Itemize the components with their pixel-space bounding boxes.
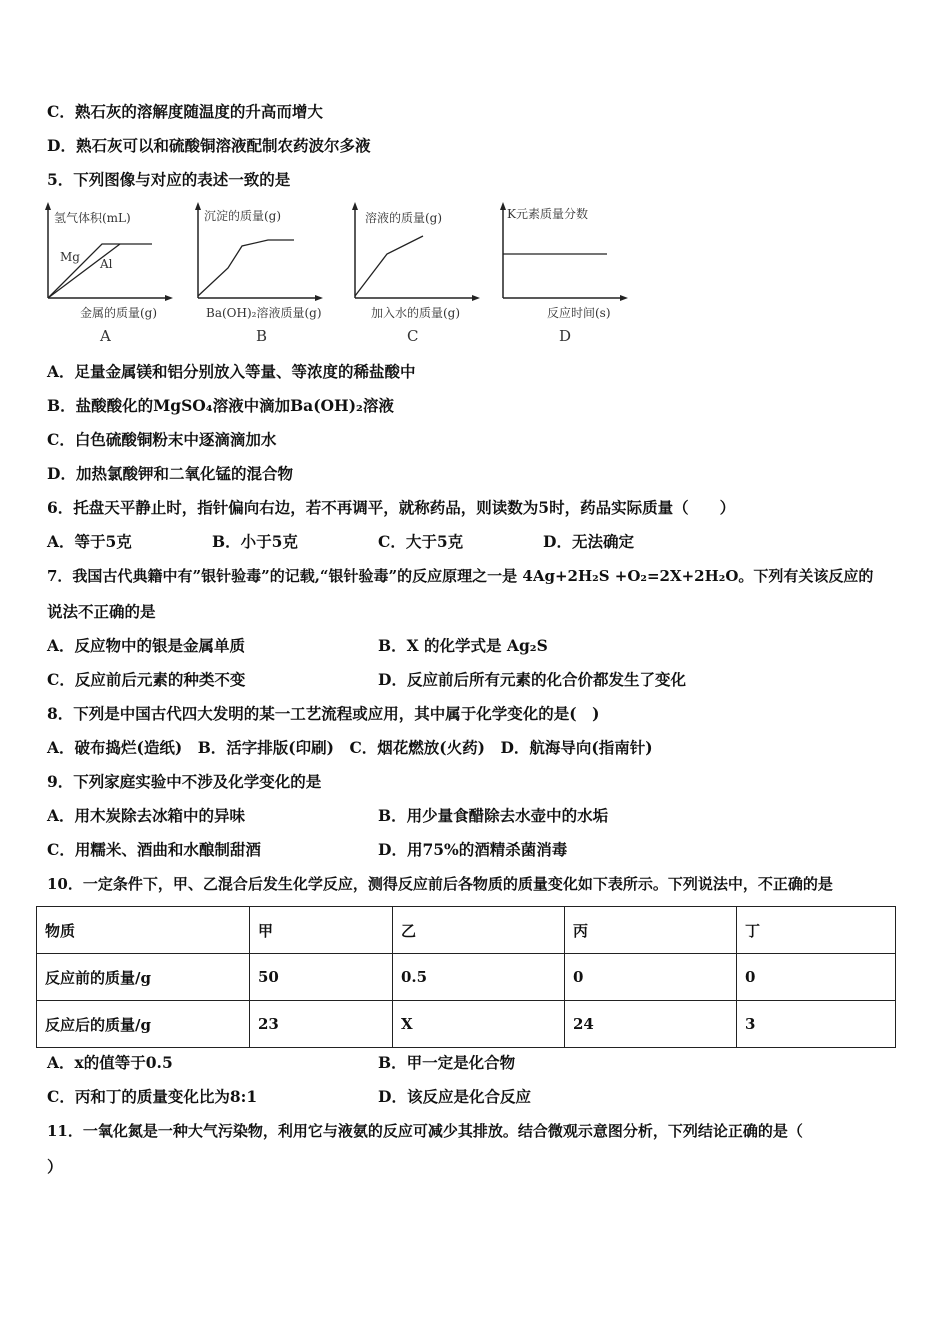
table-cell: 23 (250, 1001, 393, 1048)
q5-option-d: D．加热氯酸钾和二氧化锰的混合物 (47, 464, 293, 483)
q8-stem: 8．下列是中国古代四大发明的某一工艺流程或应用，其中属于化学变化的是( ) (47, 704, 600, 723)
graph-b-curve (198, 240, 294, 296)
graph-d (497, 200, 637, 350)
graph-c-svg (347, 200, 497, 350)
graph-d-y-arrow (500, 202, 506, 210)
q6-stem: 6．托盘天平静止时，指针偏向右边，若不再调平，就称药品，则读数为5时，药品实际质量（ ） (47, 498, 736, 517)
q5-option-b: B．盐酸酸化的MgSO₄溶液中滴加Ba(OH)₂溶液 (47, 396, 394, 415)
q6-option-a: A．等于5克 (47, 532, 132, 551)
table-cell: 3 (737, 1001, 896, 1048)
graph-a-x-arrow (165, 295, 173, 301)
graph-c-y-arrow (352, 202, 358, 210)
table-row (37, 1001, 896, 1048)
graph-a-label-mg: Mg (60, 250, 80, 264)
table-header-cell: 甲 (250, 907, 393, 954)
q5-stem: 5．下列图像与对应的表述一致的是 (47, 170, 291, 189)
q10-option-a: A．x的值等于0.5 (47, 1053, 173, 1072)
q5-option-a: A．足量金属镁和铝分别放入等量、等浓度的稀盐酸中 (47, 362, 416, 381)
graph-a (40, 200, 180, 350)
graph-a-letter: A (100, 327, 111, 345)
q10-stem: 10．一定条件下，甲、乙混合后发生化学反应，测得反应前后各物质的质量变化如下表所示。下列说法中，不正确的是 (47, 875, 833, 893)
table-cell: 0.5 (393, 954, 565, 1001)
q6-option-d: D．无法确定 (543, 532, 634, 551)
table-cell: 0 (737, 954, 896, 1001)
graph-b-xlabel: Ba(OH)₂溶液质量(g) (206, 306, 322, 320)
graph-a-xlabel: 金属的质量(g) (80, 306, 158, 320)
table-cell: 反应后的质量/g (37, 1001, 250, 1048)
q9-option-a: A．用木炭除去冰箱中的异味 (47, 806, 246, 825)
q10-option-d: D．该反应是化合反应 (378, 1087, 531, 1106)
graph-c-ylabel: 溶液的质量(g) (365, 211, 443, 225)
graph-a-svg (40, 200, 180, 350)
graph-c-xlabel: 加入水的质量(g) (371, 306, 461, 320)
graph-a-ylabel: 氢气体积(mL) (54, 211, 131, 225)
q7-option-c: C．反应前后元素的种类不变 (47, 670, 246, 689)
table-row (37, 954, 896, 1001)
q7-option-d: D．反应前后所有元素的化合价都发生了变化 (378, 670, 686, 689)
q7-option-a: A．反应物中的银是金属单质 (47, 636, 246, 655)
graph-b-x-arrow (315, 295, 323, 301)
table-header-cell: 乙 (393, 907, 565, 954)
q7-stem-line2: 说法不正确的是 (47, 602, 156, 621)
table-cell: X (393, 1001, 565, 1048)
graph-d-xlabel: 反应时间(s) (547, 306, 611, 320)
q9-option-c: C．用糯米、酒曲和水酿制甜酒 (47, 840, 261, 859)
table-header-cell: 物质 (37, 907, 250, 954)
q9-stem: 9．下列家庭实验中不涉及化学变化的是 (47, 772, 322, 791)
q10-option-c: C．丙和丁的质量变化比为8:1 (47, 1087, 258, 1106)
graph-b-y-arrow (195, 202, 201, 210)
graph-a-label-al: Al (100, 257, 113, 271)
table-cell: 50 (250, 954, 393, 1001)
table-cell: 反应前的质量/g (37, 954, 250, 1001)
graph-b-letter: B (256, 327, 268, 345)
graph-c-letter: C (407, 327, 419, 345)
q5-option-c: C．白色硫酸铜粉末中逐滴滴加水 (47, 430, 277, 449)
graph-b-svg (190, 200, 340, 350)
q7-stem-line1: 7．我国古代典籍中有”银针验毒”的记载,“银针验毒”的反应原理之一是 4Ag+2H₂S +O₂=2X+2H₂O。下列有关该反应的 (47, 567, 874, 585)
table-cell: 0 (565, 954, 737, 1001)
graph-c-curve (355, 236, 423, 296)
q8-options: A．破布捣烂(造纸) B．活字排版(印刷) C．烟花燃放(火药) D．航海导向(指南针) (47, 738, 653, 757)
graph-d-svg (497, 200, 647, 350)
graph-d-x-arrow (620, 295, 628, 301)
graph-a-curve-al (48, 244, 120, 298)
table-header-cell: 丁 (737, 907, 896, 954)
q9-option-d: D．用75%的酒精杀菌消毒 (378, 840, 568, 859)
graph-b-ylabel: 沉淀的质量(g) (204, 209, 282, 223)
graph-d-ylabel: K元素质量分数 (507, 207, 588, 221)
q11-stem-line2: ） (47, 1157, 63, 1176)
q10-mass-table (36, 906, 896, 1048)
q6-option-b: B．小于5克 (212, 532, 298, 551)
q9-option-b: B．用少量食醋除去水壶中的水垢 (378, 806, 609, 825)
table-header-row (37, 907, 896, 954)
q7-option-b: B．X 的化学式是 Ag₂S (378, 636, 548, 655)
table-header-cell: 丙 (565, 907, 737, 954)
q11-stem-line1: 11．一氧化氮是一种大气污染物，利用它与液氨的反应可减少其排放。结合微观示意图分析，下列结论正确的是（ (47, 1122, 803, 1140)
q10-option-b: B．甲一定是化合物 (378, 1053, 516, 1072)
q4-option-d: D．熟石灰可以和硫酸铜溶液配制农药波尔多液 (47, 136, 371, 155)
q4-option-c: C．熟石灰的溶解度随温度的升高而增大 (47, 102, 323, 121)
q6-option-c: C．大于5克 (378, 532, 464, 551)
table-cell: 24 (565, 1001, 737, 1048)
graph-c (347, 200, 487, 350)
graph-d-letter: D (559, 327, 572, 345)
graph-b (190, 200, 330, 350)
graph-a-y-arrow (45, 202, 51, 210)
graph-c-x-arrow (472, 295, 480, 301)
